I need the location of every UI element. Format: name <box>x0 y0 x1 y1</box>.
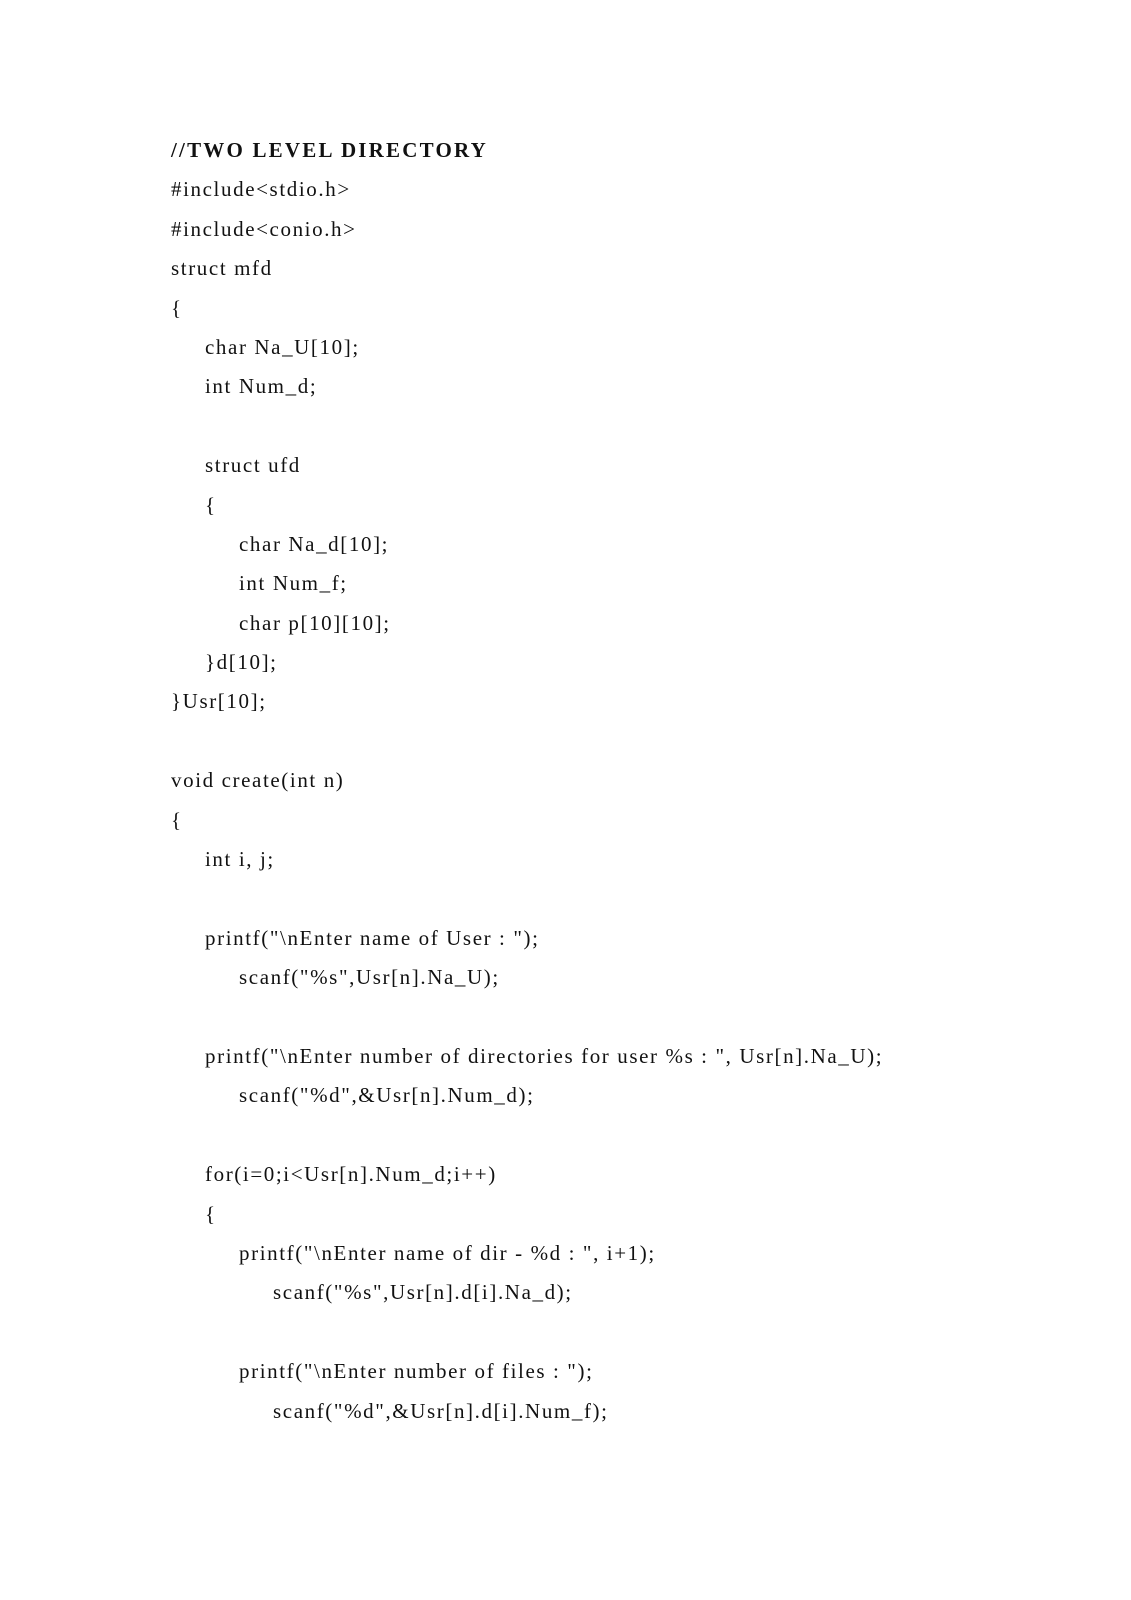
code-line: int i, j; <box>205 847 275 872</box>
code-line: { <box>171 807 183 832</box>
code-line: scanf("%d",&Usr[n].d[i].Num_f); <box>273 1398 609 1423</box>
code-line <box>171 407 1071 446</box>
code-line: for(i=0;i<Usr[n].Num_d;i++) <box>205 1162 497 1187</box>
code-line: printf("\nEnter name of User : "); <box>205 925 540 950</box>
code-listing <box>171 131 1071 1431</box>
code-line <box>171 879 1071 918</box>
code-line: struct ufd <box>205 453 301 478</box>
code-line: { <box>205 1201 217 1226</box>
code-line: int Num_f; <box>239 571 348 596</box>
document-heading: //TWO LEVEL DIRECTORY <box>171 138 488 162</box>
code-line: char Na_d[10]; <box>239 531 390 556</box>
code-line: printf("\nEnter name of dir - %d : ", i+1); <box>239 1240 656 1265</box>
code-line: #include<stdio.h> <box>171 177 351 202</box>
code-line <box>171 1313 1071 1352</box>
code-line: printf("\nEnter number of files : "); <box>239 1359 594 1384</box>
code-line: char Na_U[10]; <box>205 334 360 359</box>
code-line: void create(int n) <box>171 768 345 793</box>
code-line: char p[10][10]; <box>239 610 391 635</box>
code-line <box>171 1116 1071 1155</box>
code-line: int Num_d; <box>205 374 318 399</box>
code-line: }Usr[10]; <box>171 689 267 714</box>
code-line: scanf("%d",&Usr[n].Num_d); <box>239 1083 535 1108</box>
code-line: scanf("%s",Usr[n].Na_U); <box>239 965 500 990</box>
code-line <box>171 998 1071 1037</box>
code-line: }d[10]; <box>205 650 278 675</box>
code-line: { <box>171 295 183 320</box>
code-line: printf("\nEnter number of directories for user %s : ", Usr[n].Na_U); <box>205 1043 884 1068</box>
code-line: { <box>205 492 217 517</box>
code-line: struct mfd <box>171 256 273 281</box>
code-line: #include<conio.h> <box>171 216 357 241</box>
code-line <box>171 722 1071 761</box>
code-line: scanf("%s",Usr[n].d[i].Na_d); <box>273 1280 573 1305</box>
